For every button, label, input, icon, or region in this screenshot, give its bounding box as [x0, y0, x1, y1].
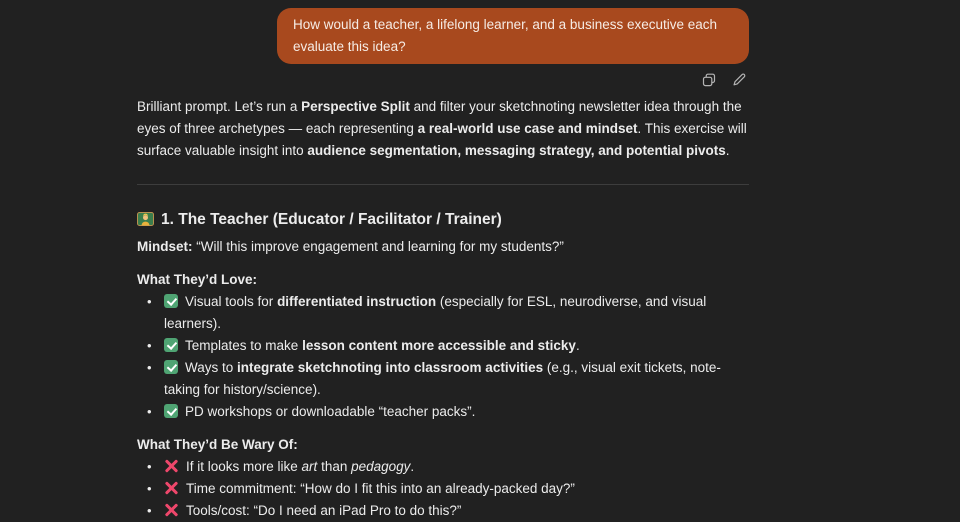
list-item [164, 456, 749, 478]
chat-thread [137, 0, 749, 522]
wary-list [137, 456, 749, 522]
user-message-row [137, 8, 749, 64]
list-item-text: If it looks more like art than pedagogy. [186, 459, 415, 474]
check-emoji [164, 404, 178, 418]
check-emoji [164, 294, 178, 308]
wary-list-title: What They’d Be Wary Of: [137, 437, 298, 452]
teacher-heading-text: 1. The Teacher (Educator / Facilitator / Trainer) [161, 211, 502, 228]
list-item [164, 401, 749, 423]
list-item [164, 500, 749, 522]
love-list [137, 291, 749, 423]
list-item [164, 291, 749, 335]
assistant-message [137, 96, 749, 522]
list-item-text: Time commitment: “How do I fit this into an already-packed day?” [186, 481, 575, 496]
section-divider [137, 184, 749, 185]
list-item [164, 335, 749, 357]
cross-emoji [164, 481, 179, 496]
love-list-title: What They’d Love: [137, 272, 258, 287]
check-emoji [164, 338, 178, 352]
teacher-emoji [137, 212, 154, 228]
mindset-line: Mindset: “Will this improve engagement and learning for my students?” [137, 239, 564, 254]
assistant-intro-paragraph: Brilliant prompt. Let’s run a Perspective Split and filter your sketchnoting newsletter idea through the eyes of three archetypes — each representing a real-world use case and mindset. This exercise will surface valuable insight into audience segmentation, messaging strategy, and potential pivots. [137, 99, 747, 158]
list-item-text: Templates to make lesson content more accessible and sticky. [185, 338, 580, 353]
list-item-text: Ways to integrate sketchnoting into classroom activities (e.g., visual exit tickets, note-taking for history/science). [164, 360, 721, 397]
edit-button[interactable] [731, 72, 747, 88]
check-emoji [164, 360, 178, 374]
list-item [164, 478, 749, 500]
user-message-text: How would a teacher, a lifelong learner, and a business executive each evaluate this idea? [293, 17, 718, 54]
cross-emoji [164, 503, 179, 518]
edit-icon [731, 72, 747, 88]
copy-button[interactable] [701, 72, 717, 88]
list-item-text: Tools/cost: “Do I need an iPad Pro to do this?” [186, 503, 462, 518]
user-message-bubble [277, 8, 749, 64]
cross-emoji [164, 459, 179, 474]
list-item-text: PD workshops or downloadable “teacher packs”. [185, 404, 476, 419]
message-actions [137, 72, 749, 88]
copy-icon [701, 72, 717, 88]
list-item-text: Visual tools for differentiated instruction (especially for ESL, neurodiverse, and visual learners). [164, 294, 707, 331]
list-item [164, 357, 749, 401]
teacher-section-heading [137, 209, 749, 231]
